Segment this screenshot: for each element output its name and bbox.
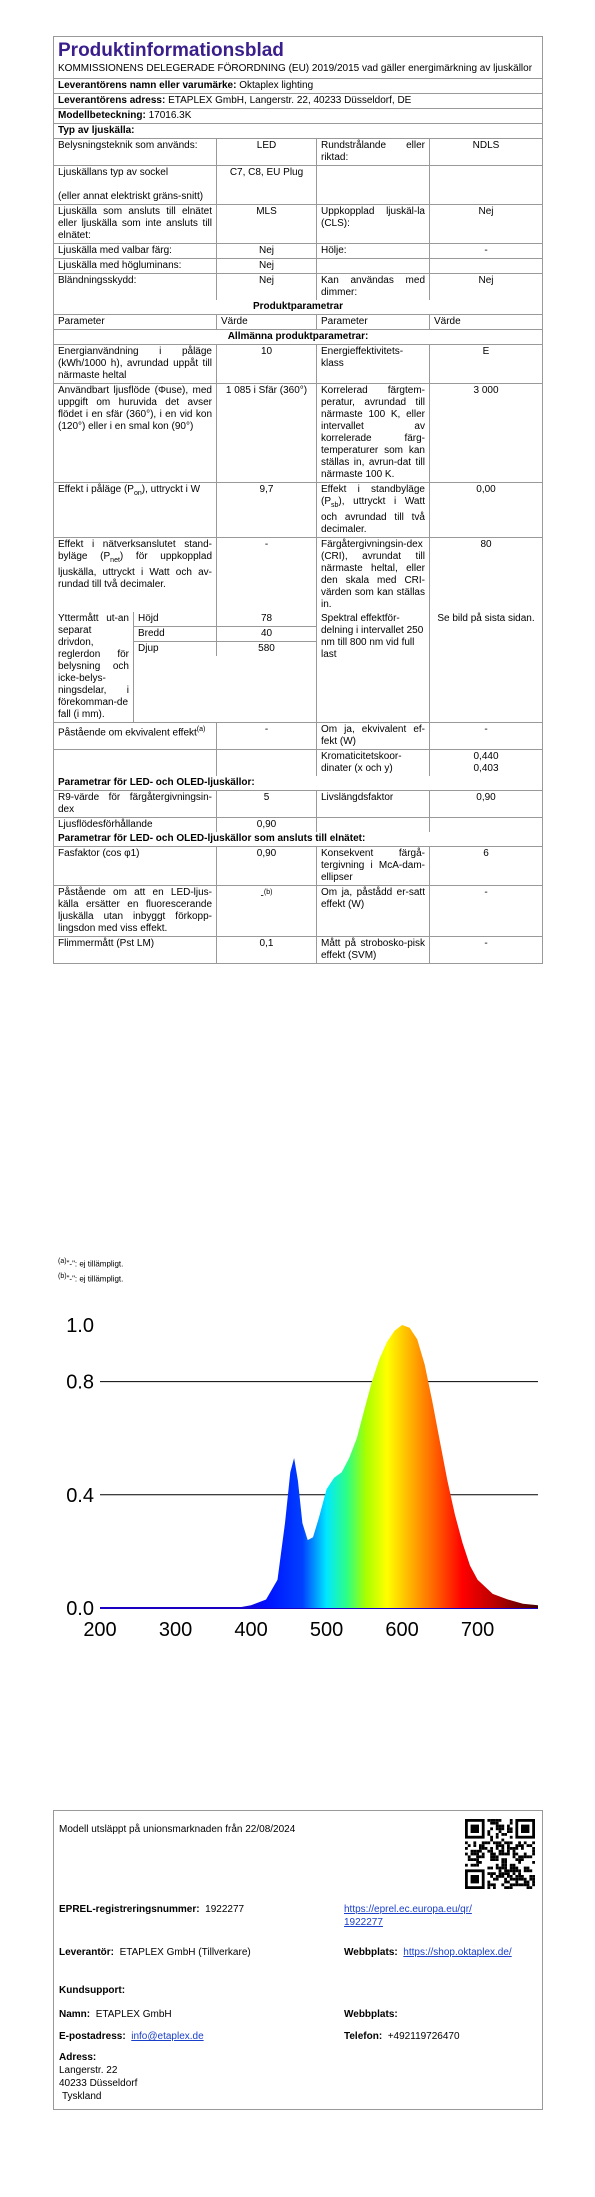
dim-width-row: [134, 627, 316, 642]
general-param: Effekt i nätverksanslutet stand-byläge $(P_{net})$ för uppkopplad ljuskälla, uttryckt i Watt och av-rundad till två decimaler.: [54, 538, 217, 612]
led-heading: Parametrar för LED- och OLED-ljuskällor:: [58, 777, 255, 788]
spectrum-area: [236, 1325, 538, 1608]
x-tick-label: 600: [385, 1619, 419, 1641]
y-tick-label: 0.0: [66, 1598, 94, 1620]
general-heading: Allmänna produktparametrar:: [227, 331, 369, 342]
mains-value: -$^{(b)}$: [217, 886, 317, 936]
equivalent-row: [54, 750, 542, 776]
eprel-label: EPREL-registreringsnummer:: [59, 1904, 200, 1915]
type-value: LED: [217, 139, 317, 165]
params-heading: Produktparametrar: [252, 301, 344, 312]
led-value: [430, 818, 542, 832]
led-param: [317, 818, 430, 832]
dim-depth-row: [134, 642, 316, 656]
y-tick-label: 0.8: [66, 1371, 94, 1394]
website2-label: Webbplats:: [344, 2009, 398, 2020]
address-label: Adress:: [59, 2052, 97, 2063]
address-line-3: Tyskland: [62, 2091, 102, 2102]
general-value: 0,00: [476, 484, 496, 495]
type-param: Belysningsteknik som används:: [54, 139, 217, 165]
equivalent-value: -: [217, 723, 317, 749]
supplier-address: ETAPLEX GmbH, Langerstr. 22, 40233 Düsseldorf, DE: [168, 95, 412, 106]
equivalent-param: Kromaticitetskoor-dinater (x och y): [317, 750, 430, 776]
x-tick-label: 300: [158, 1619, 193, 1641]
type-row: [54, 274, 542, 300]
equivalent-param: Om ja, ekvivalent ef-fekt (W): [317, 723, 430, 749]
type-row: [54, 205, 542, 244]
type-value: C7, C8, EU Plug: [217, 166, 317, 204]
support-heading: Kundsupport:: [59, 1985, 126, 1996]
type-param: Kan användas med dimmer:: [317, 274, 430, 300]
model-label: Modellbeteckning:: [58, 110, 146, 121]
led-value: 0,90: [476, 792, 496, 803]
supplier-name: Oktaplex lighting: [239, 80, 314, 91]
eprel-number: 1922277: [205, 1904, 245, 1915]
mains-param: Fasfaktor (cos φ1): [54, 847, 217, 885]
type-param: [317, 259, 430, 273]
type-row: [54, 139, 542, 166]
equivalent-param: [54, 750, 217, 776]
dim-key: Bredd: [134, 627, 217, 641]
address-line-2: 40233 Düsseldorf: [59, 2078, 138, 2089]
email-label: E-postadress:: [59, 2031, 126, 2042]
general-value: 10: [217, 345, 317, 383]
type-value: NDLS: [472, 140, 500, 151]
supplier-name-label: Leverantörens namn eller varumärke:: [58, 80, 237, 91]
equivalent-row: [54, 723, 542, 750]
general-row: [54, 483, 542, 538]
qr-code-icon[interactable]: [465, 1819, 535, 1889]
col-param-header-2: Parameter: [317, 315, 430, 329]
x-tick-label: 500: [309, 1619, 344, 1641]
mains-param: Om ja, påstådd er-satt effekt (W): [317, 886, 430, 936]
page-title: Produktinformationsblad: [58, 40, 284, 61]
type-value: [430, 166, 542, 204]
website-link[interactable]: https://shop.oktaplex.de/: [403, 1947, 512, 1958]
phone-label: Telefon:: [344, 2031, 383, 2042]
led-value: 0,90: [217, 818, 317, 832]
type-param: Bländningsskydd:: [54, 274, 217, 300]
type-row: [54, 259, 542, 274]
mains-row: [54, 937, 542, 963]
mains-row: [54, 847, 542, 886]
col-param-header: Parameter: [54, 315, 217, 329]
dim-value: 580: [258, 643, 275, 654]
supplier-address-label: Leverantörens adress:: [58, 95, 166, 106]
type-value: -: [484, 245, 488, 256]
general-value: E: [482, 346, 490, 357]
led-param: Livslängdsfaktor: [317, 791, 430, 817]
type-row: [54, 166, 542, 205]
name-label: Namn:: [59, 2009, 91, 2020]
general-value: -: [217, 538, 317, 612]
type-param: Uppkopplad ljuskäl-la (CLS):: [317, 205, 430, 243]
equivalent-value: [217, 750, 317, 776]
dim-value: 40: [260, 628, 273, 639]
general-row: [54, 345, 542, 384]
spectral-distribution-chart: [40, 1315, 540, 1655]
general-param: Effekt i påläge $(P_{on})$, uttryckt i W: [54, 483, 217, 537]
footnote-b: $^{(b)}$"-": ej tillämpligt.: [58, 1273, 124, 1284]
mains-param: Konsekvent färgå-tergivning i McA-dam-ellipser: [317, 847, 430, 885]
x-tick-label: 200: [83, 1619, 117, 1641]
type-value: Nej: [217, 244, 317, 258]
website-label: Webbplats:: [344, 1947, 398, 1958]
phone-value: +492119726470: [387, 2031, 460, 2042]
x-tick-label: 700: [460, 1619, 495, 1641]
type-param: Hölje:: [317, 244, 430, 258]
type-value: Nej: [217, 274, 317, 300]
col-value-header: Värde: [217, 315, 317, 329]
supplier-value: ETAPLEX GmbH (Tillverkare): [119, 1947, 251, 1958]
equivalent-value: -: [484, 724, 488, 735]
type-param: Rundstrålande eller riktad:: [317, 139, 430, 165]
general-table: [54, 345, 542, 612]
mains-value: 0,90: [217, 847, 317, 885]
supplier-label: Leverantör:: [59, 1947, 115, 1958]
general-row: [54, 384, 542, 483]
general-value: 9,7: [217, 483, 317, 537]
mains-table: [54, 847, 542, 963]
type-value: Nej: [478, 275, 494, 286]
mains-value: 0,1: [217, 937, 317, 963]
dim-key: Höjd: [134, 612, 217, 626]
spectral-label: Spektral effektför-delning i intervallet 250 nm till 800 nm vid full last: [317, 612, 430, 722]
type-param: Ljuskälla som ansluts till elnätet eller ljuskälla som inte ansluts till elnätet:: [54, 205, 217, 243]
led-row: [54, 818, 542, 832]
type-table: [54, 139, 542, 300]
address-line-1: Langerstr. 22: [59, 2065, 118, 2076]
mains-value: -: [484, 887, 488, 898]
mains-heading: Parametrar för LED- och OLED-ljuskällor som ansluts till elnätet:: [58, 833, 366, 844]
mains-param: Mått på strobosko-pisk effekt (SVM): [317, 937, 430, 963]
mains-row: [54, 886, 542, 937]
type-heading: Typ av ljuskälla:: [58, 125, 135, 136]
eprel-link[interactable]: https://eprel.ec.europa.eu/qr/1922277: [344, 1904, 472, 1928]
spectral-value: Se bild på sista sidan.: [437, 613, 535, 624]
model-info-card: [53, 1810, 543, 2110]
dim-key: Djup: [134, 642, 217, 656]
led-row: [54, 791, 542, 818]
y-tick-label: 1.0: [66, 1315, 94, 1337]
dimensions-row: [54, 612, 542, 723]
model-number: 17016.3K: [148, 110, 192, 121]
dim-height-row: [134, 612, 316, 627]
email-link[interactable]: info@etaplex.de: [131, 2031, 204, 2042]
type-param: Ljuskällans typ av sockel (eller annat elektriskt gräns-snitt): [54, 166, 217, 204]
x-tick-label: 400: [234, 1619, 268, 1641]
type-value: [430, 259, 542, 273]
led-table: [54, 791, 542, 832]
type-value: Nej: [217, 259, 317, 273]
mains-param: Påstående om att en LED-ljus-källa ersätter en fluorescerande ljuskälla utan inbyggt förkopp-lingsdon med viss effekt.: [54, 886, 217, 936]
led-param: Ljusflödesförhållande: [54, 818, 217, 832]
footnote-a: $^{(a)}$"-": ej tillämpligt.: [58, 1258, 124, 1269]
type-param: [317, 166, 430, 204]
release-date: Modell utsläppt på unionsmarknaden från 22/08/2024: [59, 1824, 296, 1835]
type-row: [54, 244, 542, 259]
led-value: 5: [217, 791, 317, 817]
general-row: [54, 538, 542, 612]
general-value: 1 085 i Sfär (360°): [217, 384, 317, 482]
general-param: Energieffektivitets-klass: [317, 345, 430, 383]
col-value-header-2: Värde: [434, 316, 461, 327]
equivalent-value: 0,440 0,403: [473, 751, 499, 774]
name-value: ETAPLEX GmbH: [95, 2009, 172, 2020]
type-value: MLS: [217, 205, 317, 243]
chart-series: [236, 1325, 538, 1608]
led-param: R9-värde för färgåtergivningsin-dex: [54, 791, 217, 817]
dim-value: 78: [260, 613, 273, 624]
general-param: Effekt i standbyläge $(P_{sb})$, uttryckt i Watt och avrundad till två decimaler.: [317, 483, 430, 537]
general-param: Användbart ljusflöde (Φuse), med uppgift om huruvida det avser flödet i en sfär (360°), i en vid kon (120°) eller i en smal kon (90°): [54, 384, 217, 482]
product-information-sheet: [53, 36, 543, 964]
general-param: Färgåtergivningsin-dex (CRI), avrundat till närmaste heltal, eller den skala med CRI-värden som kan ställas in.: [317, 538, 430, 612]
regulation-text: KOMMISSIONENS DELEGERADE FÖRORDNING (EU) 2019/2015 vad gäller energimärkning av ljuskällor: [58, 63, 533, 74]
dimensions-label: Yttermått ut-an separat drivdon, reglerdon för belysning och icke-belys-ningsdelar, i förekomman-de fall (i mm).: [54, 612, 134, 722]
footnote-a-text: "-": ej tillämpligt.: [66, 1259, 124, 1269]
footnote-b-text: "-": ej tillämpligt.: [66, 1274, 124, 1284]
type-param: Ljuskälla med högluminans:: [54, 259, 217, 273]
equivalent-param: Påstående om ekvivalent effekt$^{(a)}$: [54, 723, 217, 749]
mains-value: -: [484, 938, 488, 949]
y-tick-label: 0.4: [66, 1484, 94, 1507]
type-param: Ljuskälla med valbar färg:: [54, 244, 217, 258]
general-param: Korrelerad färgtem-peratur, avrundad till närmaste 100 K, eller intervallet av korrelerade färg-temperaturer som kan ställas in, avrun-dat till närmaste 100 K.: [317, 384, 430, 482]
type-value: Nej: [478, 206, 494, 217]
mains-value: 6: [483, 848, 489, 859]
mains-param: Flimmermått (Pst LM): [54, 937, 217, 963]
dimensions-subtable: [134, 612, 317, 722]
general-value: 80: [480, 539, 492, 550]
general-param: Energianvändning i påläge (kWh/1000 h), avrundad uppåt till närmaste heltal: [54, 345, 217, 383]
general-value: 3 000: [473, 385, 499, 396]
equivalent-table: [54, 723, 542, 776]
